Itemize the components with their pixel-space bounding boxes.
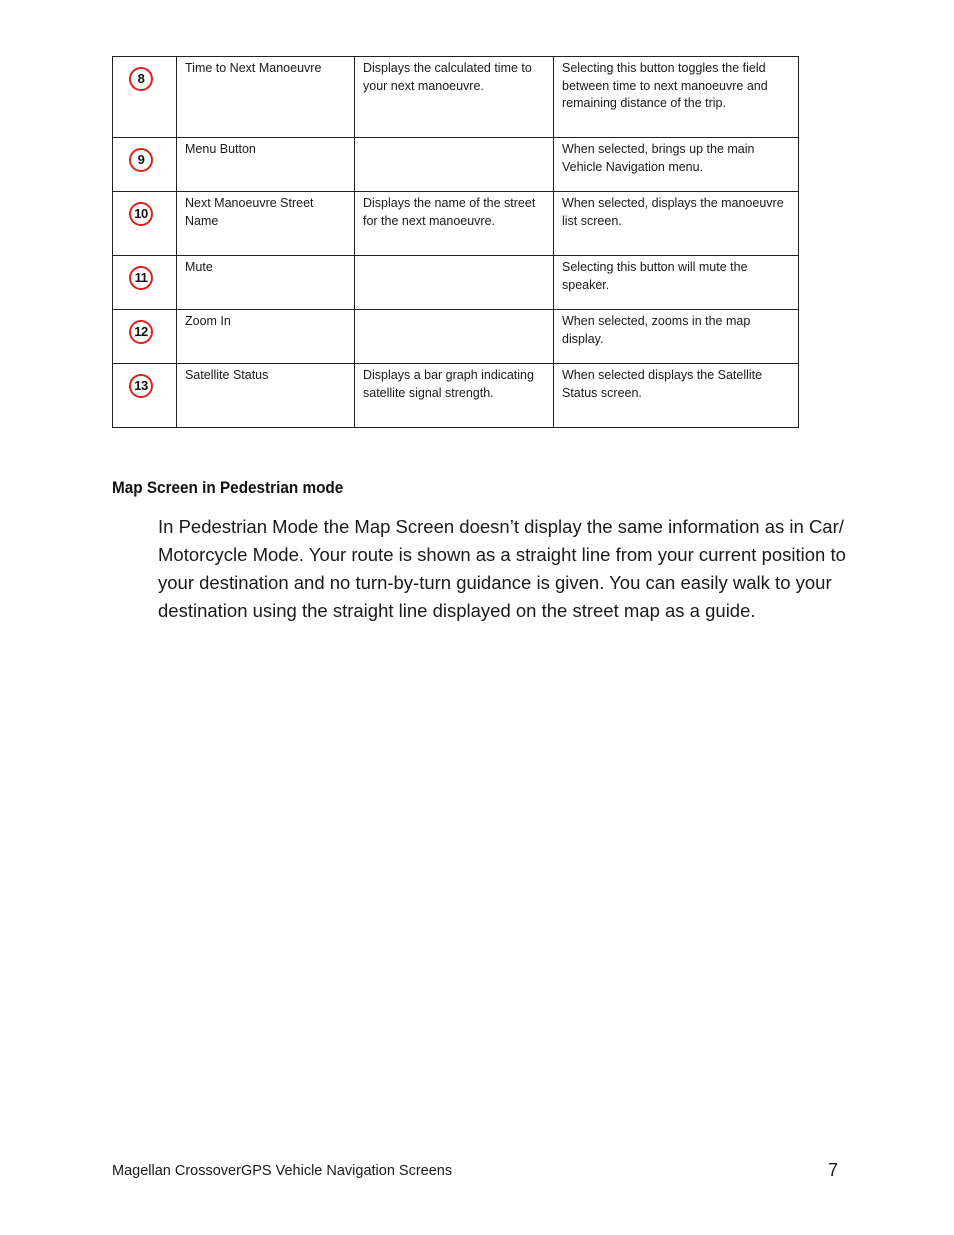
row-number-cell (113, 364, 177, 428)
feature-description-cell (355, 310, 554, 364)
row-number-cell (113, 256, 177, 310)
feature-name-cell: Time to Next Manoeuvre (177, 57, 355, 138)
callout-number-badge: 9 (129, 148, 153, 172)
feature-name-cell: Menu Button (177, 138, 355, 192)
feature-name-cell: Satellite Status (177, 364, 355, 428)
feature-table (112, 56, 799, 428)
feature-description-cell (355, 138, 554, 192)
section-paragraph: In Pedestrian Mode the Map Screen doesn’t display the same information as in Car/ Motorcycle Mode. Your route is shown as a straight line from your current position to your destination and no turn-by-turn guidance is given. You can easily walk to your destination using the straight line displayed on the street map as a guide. (158, 516, 846, 621)
callout-number-badge: 12 (129, 320, 153, 344)
footer-document-title: Magellan CrossoverGPS Vehicle Navigation Screens (112, 1163, 453, 1179)
feature-action-cell: When selected displays the Satellite Status screen. (554, 364, 799, 428)
feature-action-cell: When selected, zooms in the map display. (554, 310, 799, 364)
section-heading: Map Screen in Pedestrian mode (112, 478, 344, 497)
feature-description-cell: Displays a bar graph indicating satellite signal strength. (355, 364, 554, 428)
feature-name-cell: Zoom In (177, 310, 355, 364)
feature-name-cell: Mute (177, 256, 355, 310)
table-row (113, 57, 799, 138)
feature-name-cell: Next Manoeuvre Street Name (177, 192, 355, 256)
feature-action-cell: When selected, brings up the main Vehicle Navigation menu. (554, 138, 799, 192)
row-number-cell (113, 192, 177, 256)
feature-description-cell: Displays the name of the street for the next manoeuvre. (355, 192, 554, 256)
row-number-cell (113, 310, 177, 364)
callout-number-badge: 13 (129, 374, 153, 398)
callout-number-badge: 8 (129, 67, 153, 91)
callout-number-badge: 10 (129, 202, 153, 226)
callout-number-badge: 11 (129, 266, 153, 290)
feature-action-cell: When selected, displays the manoeuvre list screen. (554, 192, 799, 256)
table-row (113, 364, 799, 428)
row-number-cell (113, 57, 177, 138)
page-number: 7 (828, 1160, 839, 1180)
table-row (113, 138, 799, 192)
table-row (113, 192, 799, 256)
feature-action-cell: Selecting this button toggles the field between time to next manoeuvre and remaining distance of the trip. (554, 57, 799, 138)
feature-description-cell (355, 256, 554, 310)
table-row (113, 310, 799, 364)
feature-action-cell: Selecting this button will mute the speaker. (554, 256, 799, 310)
feature-description-cell: Displays the calculated time to your next manoeuvre. (355, 57, 554, 138)
table-row (113, 256, 799, 310)
row-number-cell (113, 138, 177, 192)
